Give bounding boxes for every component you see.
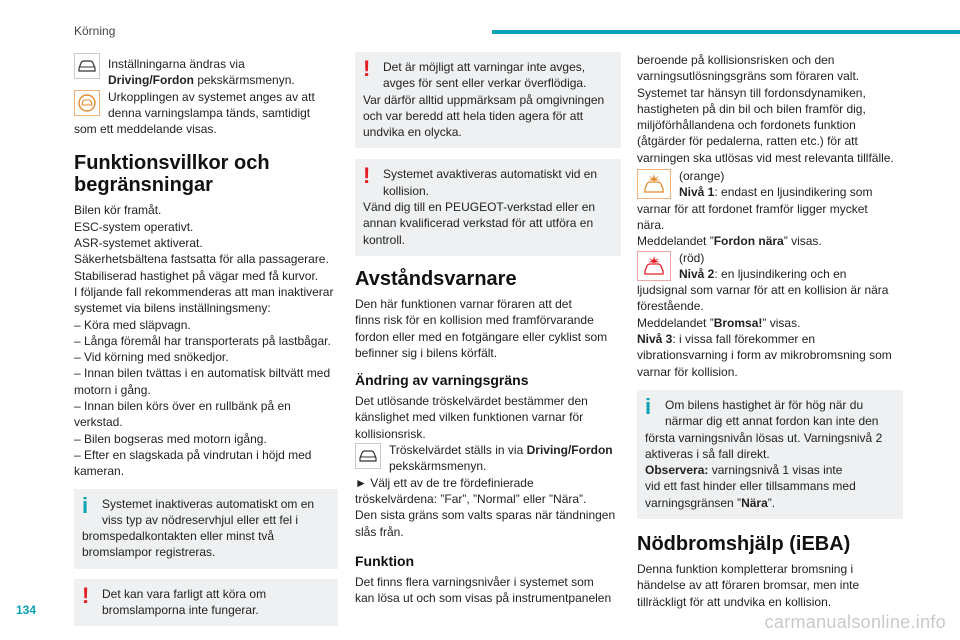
note-line: kontroll. bbox=[363, 232, 406, 247]
settings-text-line bbox=[74, 72, 338, 88]
text-line: kollisionsrisk. bbox=[355, 426, 426, 441]
warning-note bbox=[355, 52, 621, 148]
text-line: kameran. bbox=[74, 464, 125, 479]
collision-alert-red-icon bbox=[637, 251, 671, 281]
note-line: annan kvalificerad verkstad för att utföra en bbox=[363, 216, 594, 231]
note-line: varningsnivå 1 visas inte bbox=[708, 463, 843, 478]
note-line: Systemet avaktiveras automatiskt vid en bbox=[383, 167, 598, 182]
text-line: händelse av att föraren bromsar, men inte bbox=[637, 578, 860, 593]
note-line: och var beredd att hela tiden agera för att bbox=[363, 108, 584, 123]
car-settings-icon bbox=[355, 443, 381, 469]
text-line: varningsutlösningsgräns som föraren valt. bbox=[637, 69, 860, 84]
text-line: vibrationsvarning i form av mikrobromsning som bbox=[637, 348, 892, 363]
watermark: carmanualsonline.info bbox=[764, 612, 946, 632]
message-text: Meddelandet ” bbox=[637, 315, 714, 330]
text-line: finns risk för en kollision med framförvarande bbox=[355, 313, 594, 328]
collision-alert-orange-icon bbox=[637, 169, 671, 199]
note-line: viss typ av nödreservhjul eller ett fel i bbox=[102, 512, 299, 527]
note-label: Observera: bbox=[645, 463, 709, 478]
level2-row bbox=[637, 250, 903, 331]
warning-icon: ! bbox=[363, 163, 371, 189]
warning-note bbox=[355, 159, 621, 255]
text-line: varningen ska utlösas vid mest relevanta tillfälle. bbox=[637, 150, 894, 165]
threshold-icon-row bbox=[355, 442, 621, 475]
text-line: Det utlösande tröskelvärdet bestämmer den bbox=[355, 394, 588, 409]
color-label: (orange) bbox=[679, 169, 725, 184]
text-line: befinner sig i bilens körfält. bbox=[355, 345, 498, 360]
note-line: Det är möjligt att varningar inte avges, bbox=[383, 60, 586, 74]
message-text: ” visas. bbox=[783, 234, 822, 249]
running-header: Körning bbox=[74, 24, 116, 38]
threshold-text: pekskärmsmenyn. bbox=[389, 459, 487, 474]
note-line: undvika en olycka. bbox=[363, 125, 462, 140]
text-line: Den här funktionen varnar föraren att det bbox=[355, 296, 572, 311]
level-label: Nivå 1 bbox=[679, 185, 715, 200]
text-line: miljöförhållandena och fordonets funktion bbox=[637, 118, 856, 133]
text-line: Denna funktion kompletterar bromsning i bbox=[637, 562, 854, 577]
note-line: Vänd dig till en PEUGEOT-verkstad eller en bbox=[363, 200, 596, 215]
settings-text-rest: pekskärmsmenyn. bbox=[194, 73, 295, 88]
warning-icon: ! bbox=[82, 582, 90, 608]
text-line: systemet via bilens inställningsmeny: bbox=[74, 301, 271, 316]
level-text: : i vissa fall förekommer en bbox=[672, 332, 816, 347]
note-line: Systemet inaktiveras automatiskt om en bbox=[102, 496, 315, 511]
text-line: – Innan bilen körs över en rullbänk på en bbox=[74, 399, 291, 414]
subheading: Funktion bbox=[355, 552, 415, 569]
note-line: aktiveras i så fall direkt. bbox=[645, 446, 770, 461]
note-line: vid ett fast hinder eller tillsammans med bbox=[645, 479, 856, 494]
text-line: Stabiliserad hastighet på vägar med få kurvor. bbox=[74, 268, 319, 283]
column-1 bbox=[74, 52, 338, 626]
text-line: ASR-systemet aktiverat. bbox=[74, 236, 203, 251]
text-line: kan lösa ut och som visas på instrumentpanelen bbox=[355, 591, 612, 606]
note-line: Det kan vara farligt att köra om bbox=[102, 586, 267, 601]
text-line: verkstad. bbox=[74, 415, 123, 430]
note-line: varningsgränsen ” bbox=[645, 495, 742, 510]
level-label: Nivå 2 bbox=[679, 266, 715, 281]
info-icon: i bbox=[82, 492, 89, 518]
conditions-list bbox=[74, 202, 338, 479]
text-line: varnar för att fordonet framför ligger mycket bbox=[637, 201, 868, 216]
text-line: – Långa föremål har transporterats på lastbågar. bbox=[74, 333, 331, 348]
warning-note bbox=[74, 579, 338, 627]
text-line: nära. bbox=[637, 217, 665, 232]
text-line: tillräckligt för att undvika en kollision. bbox=[637, 594, 832, 609]
text-line: Det finns flera varningsnivåer i systemet som bbox=[355, 574, 594, 589]
note-line: bromspedalkontakten eller minst två bbox=[82, 529, 275, 544]
settings-text-line: Inställningarna ändras via bbox=[108, 57, 245, 71]
section-heading: Funktionsvillkor och bbox=[74, 152, 270, 175]
text-line: beroende på kollisionsrisken och den bbox=[637, 53, 835, 67]
section-heading: Nödbromshjälp (iEBA) bbox=[637, 533, 851, 556]
text-line: I följande fall rekommenderas att man inaktiverar bbox=[74, 284, 334, 299]
text-line: Säkerhetsbältena fastsatta för alla passagerare. bbox=[74, 252, 329, 267]
note-line: kollision. bbox=[383, 183, 430, 198]
lamp-text-line: denna varningslampa tänds, samtidigt bbox=[108, 105, 311, 120]
warning-lamp-row bbox=[74, 89, 338, 138]
section-heading: begränsningar bbox=[74, 174, 213, 197]
message-name: Fordon nära bbox=[713, 234, 784, 249]
level-text: : en ljusindikering och en bbox=[714, 266, 847, 281]
note-line: första varningsnivån lösas ut. Varningsnivå 2 bbox=[645, 430, 883, 445]
menu-path: Driving/Fordon bbox=[108, 73, 194, 88]
note-line: närmar dig ett annat fordon kan inte den bbox=[665, 414, 879, 429]
column-2 bbox=[355, 52, 621, 606]
text-line: känslighet med vilken funktionen varnar för bbox=[355, 410, 584, 425]
message-text: ” visas. bbox=[762, 315, 801, 330]
column-3 bbox=[637, 52, 903, 610]
car-settings-icon bbox=[74, 53, 100, 79]
text-line: – Vid körning med snökedjor. bbox=[74, 350, 229, 365]
text-line: motorn i gång. bbox=[74, 382, 151, 397]
lamp-text-line: som ett meddelande visas. bbox=[74, 122, 217, 137]
section-heading: Avståndsvarnare bbox=[355, 267, 517, 290]
note-line: bromslampor registreras. bbox=[82, 545, 216, 560]
note-label: Nära bbox=[741, 495, 768, 510]
level1-row bbox=[637, 168, 903, 249]
info-icon: i bbox=[645, 393, 652, 419]
text-line: förestående. bbox=[637, 299, 704, 314]
info-note bbox=[74, 489, 338, 569]
header-accent-bar bbox=[492, 30, 960, 34]
text-line: fordon eller med en fotgängare eller cyklist som bbox=[355, 329, 608, 344]
warning-lamp-icon bbox=[74, 90, 100, 116]
note-line: Var därför alltid uppmärksam på omgivningen bbox=[363, 92, 605, 107]
text-line: Bilen kör framåt. bbox=[74, 203, 162, 218]
text-line: ljudsignal som varnar för att en kollision är nära bbox=[637, 283, 889, 298]
lamp-text-line: Urkopplingen av systemet anges av att bbox=[108, 89, 315, 104]
note-line: bromslamporna inte fungerar. bbox=[102, 603, 259, 618]
note-line: ”. bbox=[767, 495, 776, 510]
message-text: Meddelandet ” bbox=[637, 234, 714, 249]
text-line: slås från. bbox=[355, 524, 404, 539]
info-note bbox=[637, 390, 903, 519]
text-line: Den sista gräns som valts sparas när tändningen bbox=[355, 508, 616, 523]
text-line: – Innan bilen tvättas i en automatisk biltvätt med bbox=[74, 366, 331, 381]
page-number: 134 bbox=[16, 603, 37, 617]
text-line: Systemet tar hänsyn till fordonsdynamiken, bbox=[637, 85, 866, 100]
text-line: – Köra med släpvagn. bbox=[74, 317, 191, 332]
text-line: ► Välj ett av de tre fördefinierade bbox=[355, 475, 534, 490]
level-label: Nivå 3 bbox=[637, 332, 673, 347]
warning-icon: ! bbox=[363, 56, 371, 81]
text-line: tröskelvärdena: ”Far”, ”Normal” eller ”Nära”. bbox=[355, 491, 587, 506]
subheading: Ändring av varningsgräns bbox=[355, 372, 529, 389]
note-line: Om bilens hastighet är för hög när du bbox=[665, 397, 864, 412]
level-text: : endast en ljusindikering som bbox=[714, 185, 873, 200]
text-line: – Bilen bogseras med motorn igång. bbox=[74, 431, 267, 446]
menu-path: Driving/Fordon bbox=[526, 443, 613, 458]
message-name: Bromsa! bbox=[713, 315, 763, 330]
text-line: – Efter en slagskada på vindrutan i höjd med bbox=[74, 447, 312, 462]
color-label: (röd) bbox=[679, 250, 705, 265]
settings-icon-row bbox=[74, 52, 338, 89]
text-line: (åtgärder för pedalerna, ratten etc.) för att bbox=[637, 134, 858, 149]
note-line: avges för sent eller verkar överflödiga. bbox=[383, 76, 587, 91]
threshold-text: Tröskelvärdet ställs in via bbox=[389, 443, 527, 458]
text-line: varnar för kollision. bbox=[637, 364, 738, 379]
text-line: ESC-system operativt. bbox=[74, 219, 194, 234]
text-line: hastigheten på din bil och bilen framför dig, bbox=[637, 101, 866, 116]
